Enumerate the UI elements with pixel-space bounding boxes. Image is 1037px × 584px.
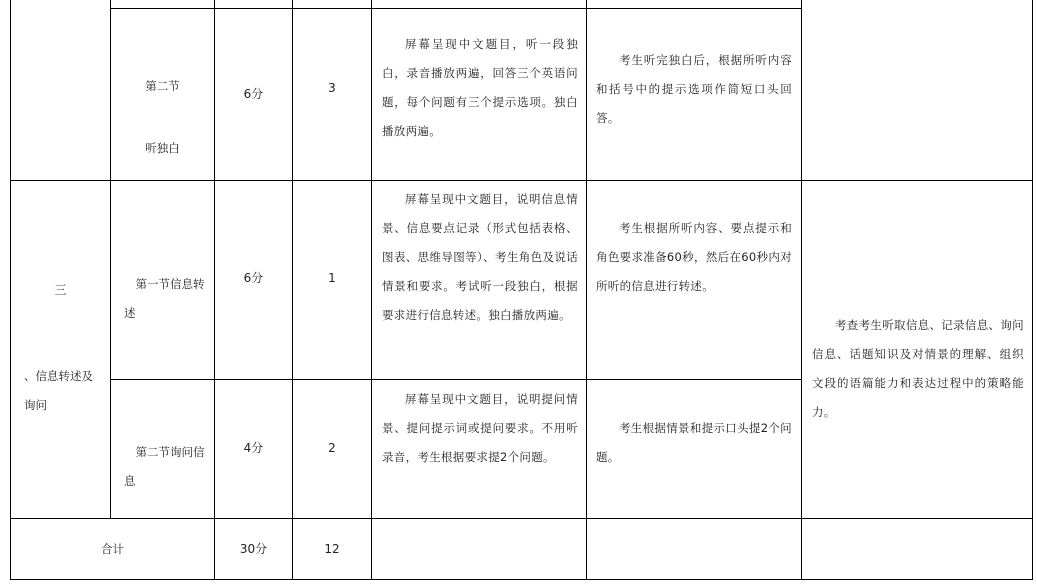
grid-line: [1032, 0, 1033, 580]
section-name: 第一节信息转述: [124, 277, 205, 320]
grid-line: [371, 0, 372, 580]
grid-line: [10, 518, 1032, 519]
grid-line: [10, 180, 1032, 181]
procedure-text: 屏幕呈现中文题目，说明信息情景、信息要点记录（形式包括表格、图表、思维导图等）、考生角色及说话情景和要求。考试听一段独白，根据要求进行信息转述。独白播放两遍。: [382, 192, 578, 322]
item-count-cell: 3: [328, 81, 336, 95]
requirement-text: 考生听完独白后，根据所听内容和括号中的提示选项作简短口头回答。: [596, 53, 792, 125]
score-cell: 4分: [243, 441, 264, 455]
grid-line: [10, 579, 1032, 580]
ability-text: 考查考生听取信息、记录信息、询问信息、话题知识及对情景的理解、组织文段的语篇能力和表达过程中的策略能力。: [812, 318, 1024, 419]
total-score: 30分: [239, 542, 268, 556]
total-items: 12: [324, 542, 340, 556]
item-count-cell: 2: [328, 441, 336, 455]
item-count-cell: 1: [328, 271, 336, 285]
part-title: 、信息转述及询问: [24, 369, 93, 412]
section-subtitle: 听独白: [145, 141, 180, 155]
grid-line: [586, 0, 587, 580]
total-label: 合计: [101, 542, 124, 556]
score-cell: 6分: [243, 87, 264, 101]
procedure-text: 屏幕呈现中文题目，说明提问情景、提问提示词或提问要求。不用听录音，考生根据要求提2个问题。: [382, 392, 578, 464]
part-number: 三: [54, 283, 67, 297]
section-name: 第二节: [145, 79, 180, 93]
requirement-text: 考生根据情景和提示口头提2个问题。: [596, 421, 792, 464]
requirement-text: 考生根据所听内容、要点提示和角色要求准备60秒，然后在60秒内对所听的信息进行转述。: [596, 221, 792, 293]
score-cell: 6分: [243, 271, 264, 285]
grid-line: [801, 0, 802, 580]
procedure-text: 屏幕呈现中文题目，听一段独白，录音播放两遍，回答三个英语问题，每个问题有三个提示选项。独白播放两遍。: [382, 37, 578, 138]
section-name: 第二节询问信息: [124, 445, 205, 488]
